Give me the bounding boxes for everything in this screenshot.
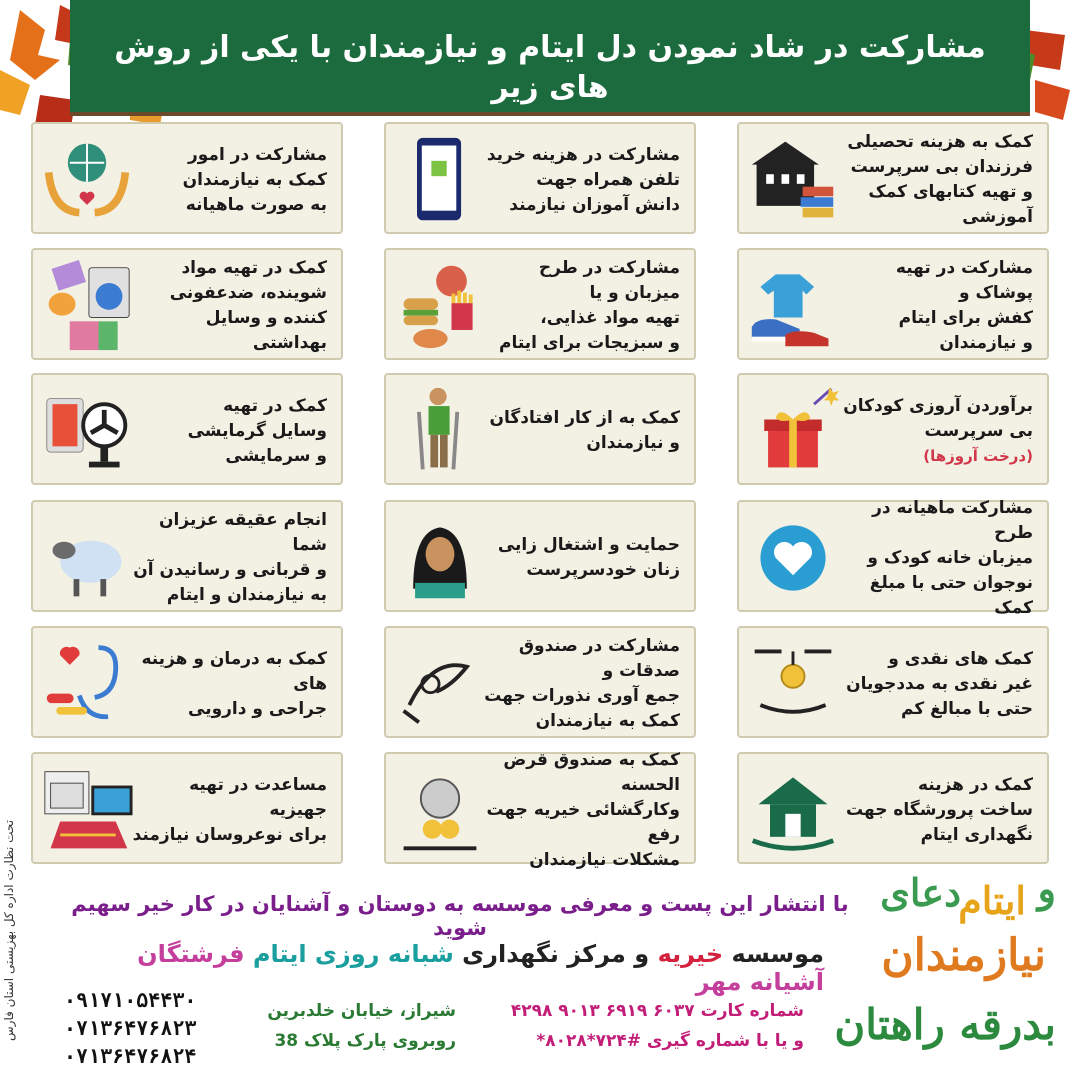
- service-card-text: [480, 258, 680, 354]
- slogan-word: نیازمندان: [881, 930, 1046, 981]
- phone-list: [64, 986, 234, 1070]
- institute-part3: و مرکز نگهداری: [462, 940, 650, 968]
- institute-part4: شبانه روزی ایتام: [252, 940, 454, 968]
- service-card-line: وکارگشائی خیریه جهت رفع: [486, 799, 680, 845]
- service-card-line: کمک به از کار افتادگان: [489, 408, 680, 428]
- service-card-line: و نیازمندان: [586, 433, 680, 453]
- phone-number[interactable]: ۰۹۱۷۱۰۵۴۴۳۰: [64, 988, 197, 1012]
- service-card-line: میزبان خانه کودک و: [867, 547, 1033, 568]
- heater-fan-icon: [41, 385, 133, 477]
- service-card-line: حتی با مبالغ کم: [901, 698, 1033, 719]
- service-card-line: انجام عقیقه عزیزان شما: [159, 510, 327, 555]
- slogan: [806, 860, 1056, 1070]
- service-card: [737, 373, 1049, 485]
- stethoscope-icon: [41, 638, 133, 730]
- service-card-line: کمک به درمان و هزینه های: [141, 648, 327, 694]
- service-card-line: مشارکت در تهیه پوشاک و: [895, 258, 1033, 303]
- service-card-text: [127, 383, 327, 479]
- house-hands-icon: [747, 764, 839, 856]
- service-card-line: کفش برای ایتام: [898, 308, 1033, 328]
- service-card-line: غیر نقدی به مددجویان: [846, 673, 1033, 694]
- service-card-text: [833, 383, 1033, 479]
- address-line: شیراز، خیابان خلدبرین: [267, 1001, 456, 1021]
- slogan-word: بدرقه راهتان: [834, 1000, 1056, 1049]
- service-card-line: به صورت ماهیانه: [185, 194, 327, 215]
- share-message: با انتشار این پست و معرفی موسسه به دوستان و آشنایان در کار خیر سهیم شوید: [71, 892, 849, 940]
- service-card: [384, 248, 696, 360]
- service-card-line: کمک به نیازمندان: [535, 711, 680, 731]
- service-card-text: [127, 762, 327, 858]
- service-card: [737, 752, 1049, 864]
- service-card: [384, 500, 696, 612]
- service-card-text: [833, 762, 1033, 858]
- institute-part5: فرشتگان آشیانه مهر: [137, 940, 824, 996]
- washing-machine-icon: [41, 260, 133, 352]
- service-card-text: [127, 258, 327, 354]
- service-card-line: کمک های نقدی و: [888, 648, 1033, 669]
- service-card-line: دانش آموزان نیازمند: [509, 194, 680, 215]
- service-card-line: و قربانی و رسانیدن آن: [133, 560, 327, 580]
- service-card: [384, 373, 696, 485]
- service-card: [384, 122, 696, 234]
- service-card: [737, 122, 1049, 234]
- service-card: [384, 749, 696, 870]
- service-card-line: مساعدت در تهیه جهیزیه: [189, 774, 327, 820]
- service-card-line: مشارکت در طرح میزبان و یا: [538, 258, 680, 303]
- service-card-text: [480, 510, 680, 606]
- service-card-text: [480, 749, 680, 870]
- service-card-line: کمک به نیازمندان: [182, 169, 327, 190]
- service-card-line: نگهداری ایتام: [920, 824, 1033, 845]
- service-card-line: کمک در تهیه: [223, 395, 327, 416]
- institute-part2: خیریه: [657, 940, 724, 968]
- service-card: [384, 626, 696, 738]
- service-card-subtitle: (درخت آروزها): [923, 446, 1033, 465]
- phone-number[interactable]: ۰۷۱۳۶۴۷۶۸۲۴: [64, 1044, 197, 1068]
- service-card: [31, 373, 343, 485]
- service-card: [31, 626, 343, 738]
- coin-hands-icon: [747, 638, 839, 730]
- service-card-line: کننده و وسایل بهداشتی: [205, 308, 327, 353]
- ussd-label: و یا با شماره گیری: [646, 1031, 804, 1051]
- service-card-text: [127, 636, 327, 732]
- service-card-line: برای نوعروسان نیازمند: [132, 824, 327, 845]
- service-card-text: [833, 636, 1033, 732]
- service-card-line: کمک در هزینه: [917, 774, 1033, 795]
- service-card-line: مشارکت در صندوق صدقات و: [518, 636, 680, 681]
- gift-icon: [747, 385, 839, 477]
- appliances-icon: [41, 764, 133, 856]
- globe-hands-icon: [41, 134, 133, 226]
- heart-hand-icon: [747, 512, 839, 604]
- mobile-phone-icon: [394, 134, 486, 226]
- service-card-line: کمک به صندوق قرض الحسنه: [503, 749, 680, 795]
- crutches-person-icon: [394, 385, 486, 477]
- service-card-text: [480, 132, 680, 228]
- service-card-line: و سبزیجات برای ایتام: [498, 333, 680, 353]
- service-card-line: زنان خودسرپرست: [526, 560, 680, 580]
- service-card-text: [480, 636, 680, 732]
- service-card-line: فرزندان بی سرپرست: [850, 157, 1033, 177]
- service-card-line: به نیازمندان و ایتام: [166, 585, 327, 605]
- service-card: [737, 497, 1049, 618]
- service-card-line: وسایل گرمایشی: [187, 420, 327, 441]
- service-card-line: و نیازمندان: [939, 333, 1033, 353]
- slogan-word: ایتام: [958, 878, 1026, 923]
- service-card-line: کمک به هزینه تحصیلی: [847, 132, 1033, 152]
- service-card-line: نوجوان حتی با مبلغ کمک: [869, 572, 1033, 618]
- service-card-line: بی سرپرست: [924, 420, 1033, 441]
- slogan-word: دعای: [880, 870, 961, 915]
- service-card: [31, 122, 343, 234]
- ussd-code: #۷۲۴*۸۰۲۸*: [536, 1031, 641, 1051]
- service-card-line: مشارکت در امور: [187, 144, 327, 165]
- service-card-text: [127, 510, 327, 606]
- service-card-text: [833, 497, 1033, 618]
- service-card-text: [480, 383, 680, 479]
- address-line: روبروی پارک پلاک 38: [274, 1031, 456, 1051]
- service-card-line: کمک در تهیه مواد: [181, 258, 327, 278]
- page-title: مشارکت در شاد نمودن دل ایتام و نیازمندان با یکی از روش های زیر: [114, 30, 986, 105]
- service-card-line: تلفن همراه جهت: [536, 169, 680, 190]
- service-card: [737, 248, 1049, 360]
- service-card-line: مشارکت در هزینه خرید: [486, 144, 680, 165]
- service-card: [737, 626, 1049, 738]
- service-card-line: جراحی و دارویی: [188, 698, 327, 719]
- service-card: [31, 248, 343, 360]
- service-card-line: و تهیه کتابهای کمک آموزشی: [868, 182, 1033, 227]
- clothes-shoes-icon: [747, 260, 839, 352]
- phone-number[interactable]: ۰۷۱۳۶۴۷۶۸۲۳: [64, 1016, 197, 1040]
- sheep-icon: [41, 512, 133, 604]
- money-bag-icon: [394, 764, 486, 856]
- service-card-line: تهیه مواد غذایی،: [540, 308, 680, 328]
- service-card-line: مشکلات نیازمندان: [529, 849, 680, 870]
- service-card-line: و سرمایشی: [225, 445, 327, 466]
- service-card-text: [833, 258, 1033, 354]
- school-books-icon: [747, 134, 839, 226]
- card-label: شماره کارت: [700, 1001, 804, 1021]
- woman-icon: [394, 512, 486, 604]
- service-card-line: شوینده، ضدعفونی: [169, 283, 327, 303]
- slogan-word: و: [1037, 866, 1056, 911]
- institute-part1: موسسه: [731, 940, 824, 968]
- address: [236, 996, 456, 1056]
- service-card: [31, 752, 343, 864]
- service-card-line: مشارکت ماهیانه در طرح: [872, 497, 1033, 543]
- service-card-text: [833, 132, 1033, 228]
- service-card: [31, 500, 343, 612]
- card-number: ۶۰۳۷ ۶۹۱۹ ۹۰۱۳ ۴۲۹۸: [510, 1001, 695, 1021]
- food-icon: [394, 260, 486, 352]
- service-card-text: [127, 132, 327, 228]
- supervision-note: تحت نظارت اداره کل بهزیستی استان فارس: [2, 819, 16, 1041]
- service-card-line: ساخت پرورشگاه جهت: [846, 799, 1033, 820]
- service-card-line: برآوردن آروزی کودکان: [843, 395, 1033, 416]
- service-card-line: جمع آوری نذورات جهت: [484, 686, 680, 706]
- charity-hand-icon: [394, 638, 486, 730]
- service-card-line: حمایت و اشتغال زایی: [497, 535, 680, 555]
